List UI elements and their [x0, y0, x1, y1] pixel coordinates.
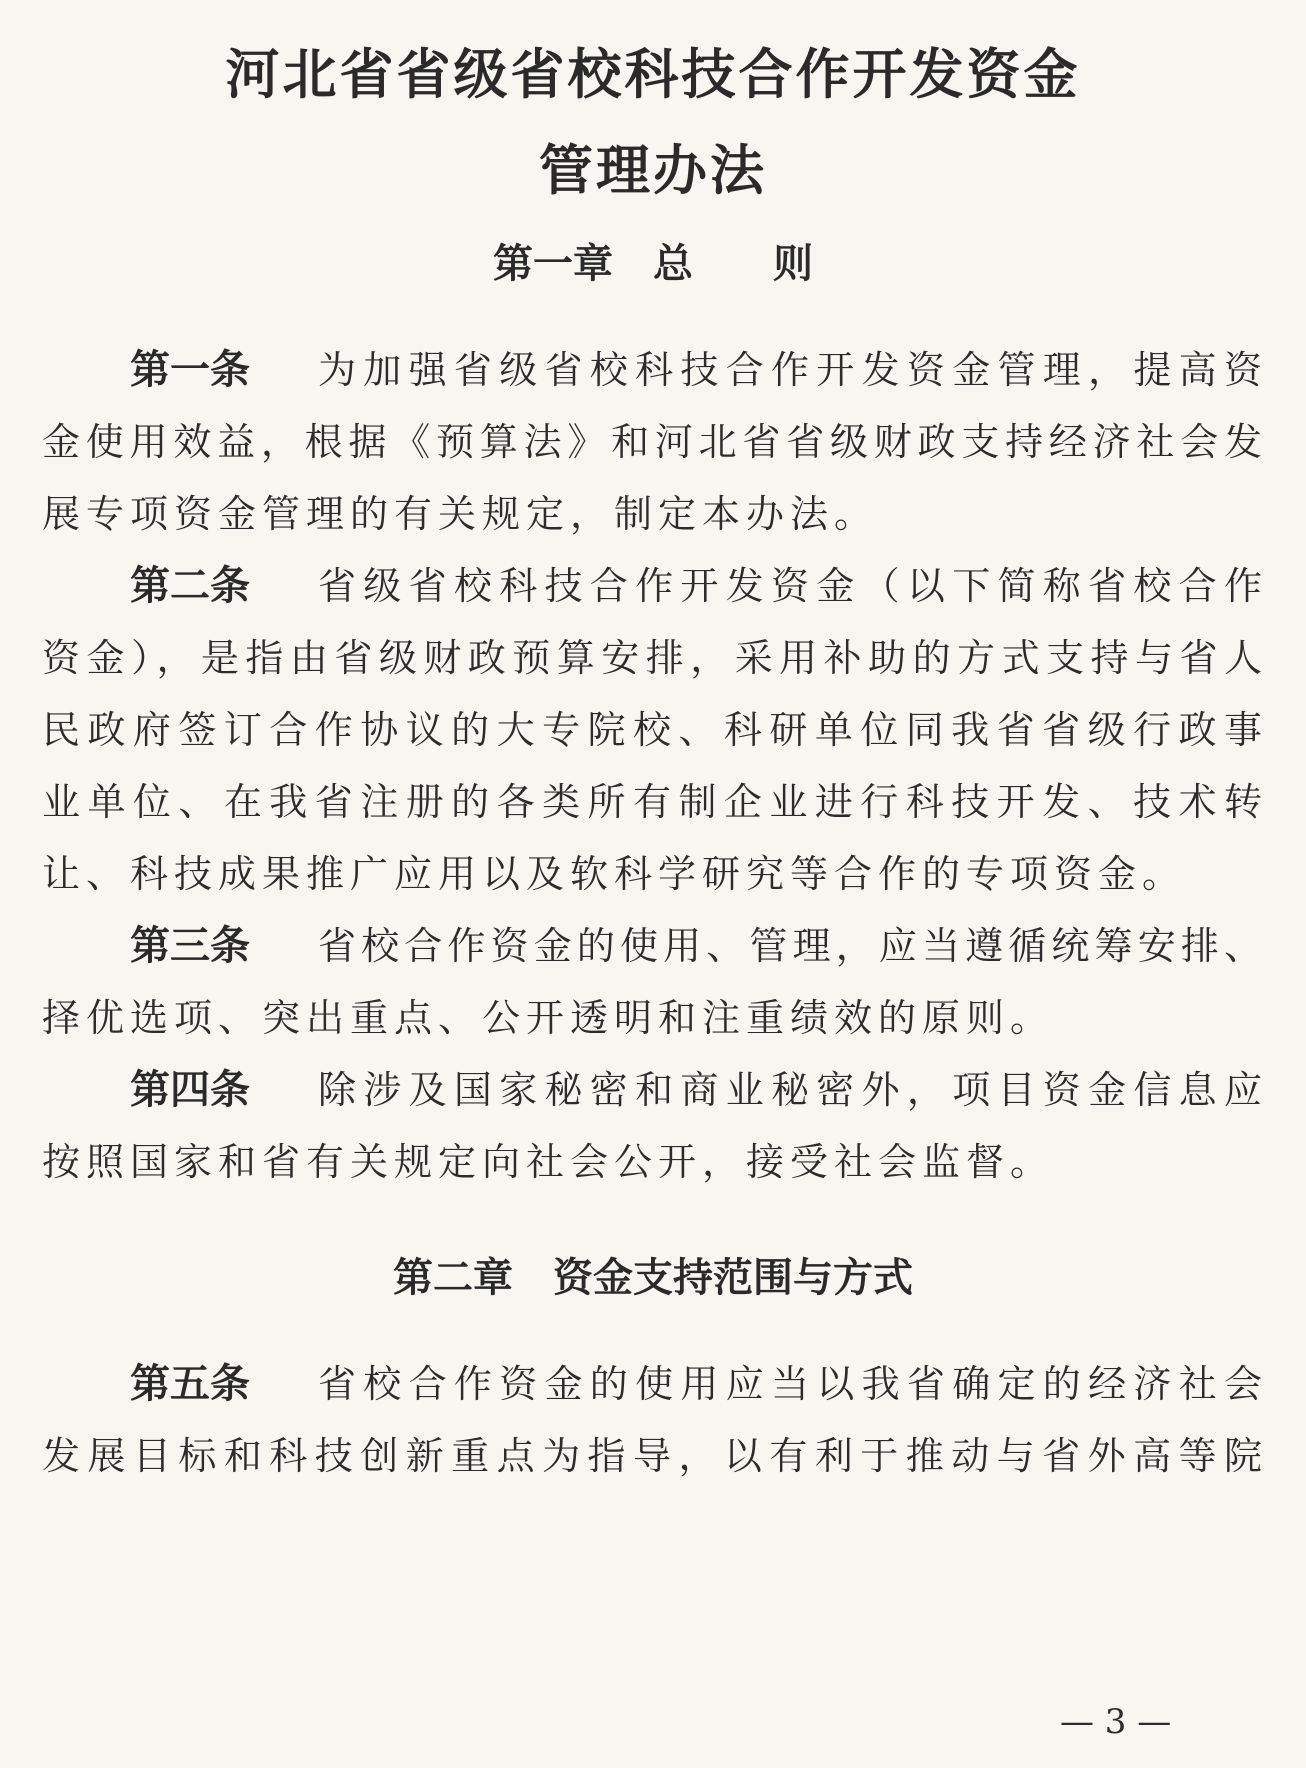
article-4-label: 第四条: [130, 1067, 250, 1113]
article-1-label: 第一条: [130, 347, 250, 393]
article-5-line: 省校合作资金的使用应当以我省确定的经济社会: [318, 1362, 1262, 1406]
chapter-2-heading: 第二章 资金支持范围与方式: [393, 1255, 913, 1301]
document-title-line1: 河北省省级省校科技合作开发资金: [225, 43, 1081, 106]
article-2-label: 第二条: [130, 563, 250, 609]
article-2-line: 省级省校科技合作开发资金（以下简称省校合作: [318, 564, 1262, 608]
article-3-label: 第三条: [130, 923, 250, 969]
document-title-line2: 管理办法: [539, 139, 767, 202]
article-4-line: 除涉及国家秘密和商业秘密外，项目资金信息应: [318, 1068, 1262, 1112]
article-2-line: 民政府签订合作协议的大专院校、科研单位同我省省级行政事: [42, 708, 1262, 752]
article-5-line: 发展目标和科技创新重点为指导，以有利于推动与省外高等院: [42, 1434, 1262, 1478]
article-1-line: 展专项资金管理的有关规定，制定本办法。: [42, 492, 879, 536]
article-2-line: 资金），是指由省级财政预算安排，采用补助的方式支持与省人: [42, 636, 1262, 680]
chapter-1-heading: 第一章 总 则: [493, 241, 813, 287]
article-1-line: 为加强省级省校科技合作开发资金管理，提高资: [318, 348, 1262, 392]
page-number: — 3 —: [1060, 1702, 1172, 1742]
article-3-line: 择优选项、突出重点、公开透明和注重绩效的原则。: [42, 996, 1055, 1040]
article-5-label: 第五条: [130, 1361, 250, 1407]
article-2-line: 让、科技成果推广应用以及软科学研究等合作的专项资金。: [42, 852, 1187, 896]
article-2-line: 业单位、在我省注册的各类所有制企业进行科技开发、技术转: [42, 780, 1262, 824]
article-1-line: 金使用效益，根据《预算法》和河北省省级财政支持经济社会发: [42, 420, 1262, 464]
article-4-line: 按照国家和省有关规定向社会公开，接受社会监督。: [42, 1140, 1055, 1184]
article-3-line: 省校合作资金的使用、管理，应当遵循统筹安排、: [318, 924, 1262, 968]
